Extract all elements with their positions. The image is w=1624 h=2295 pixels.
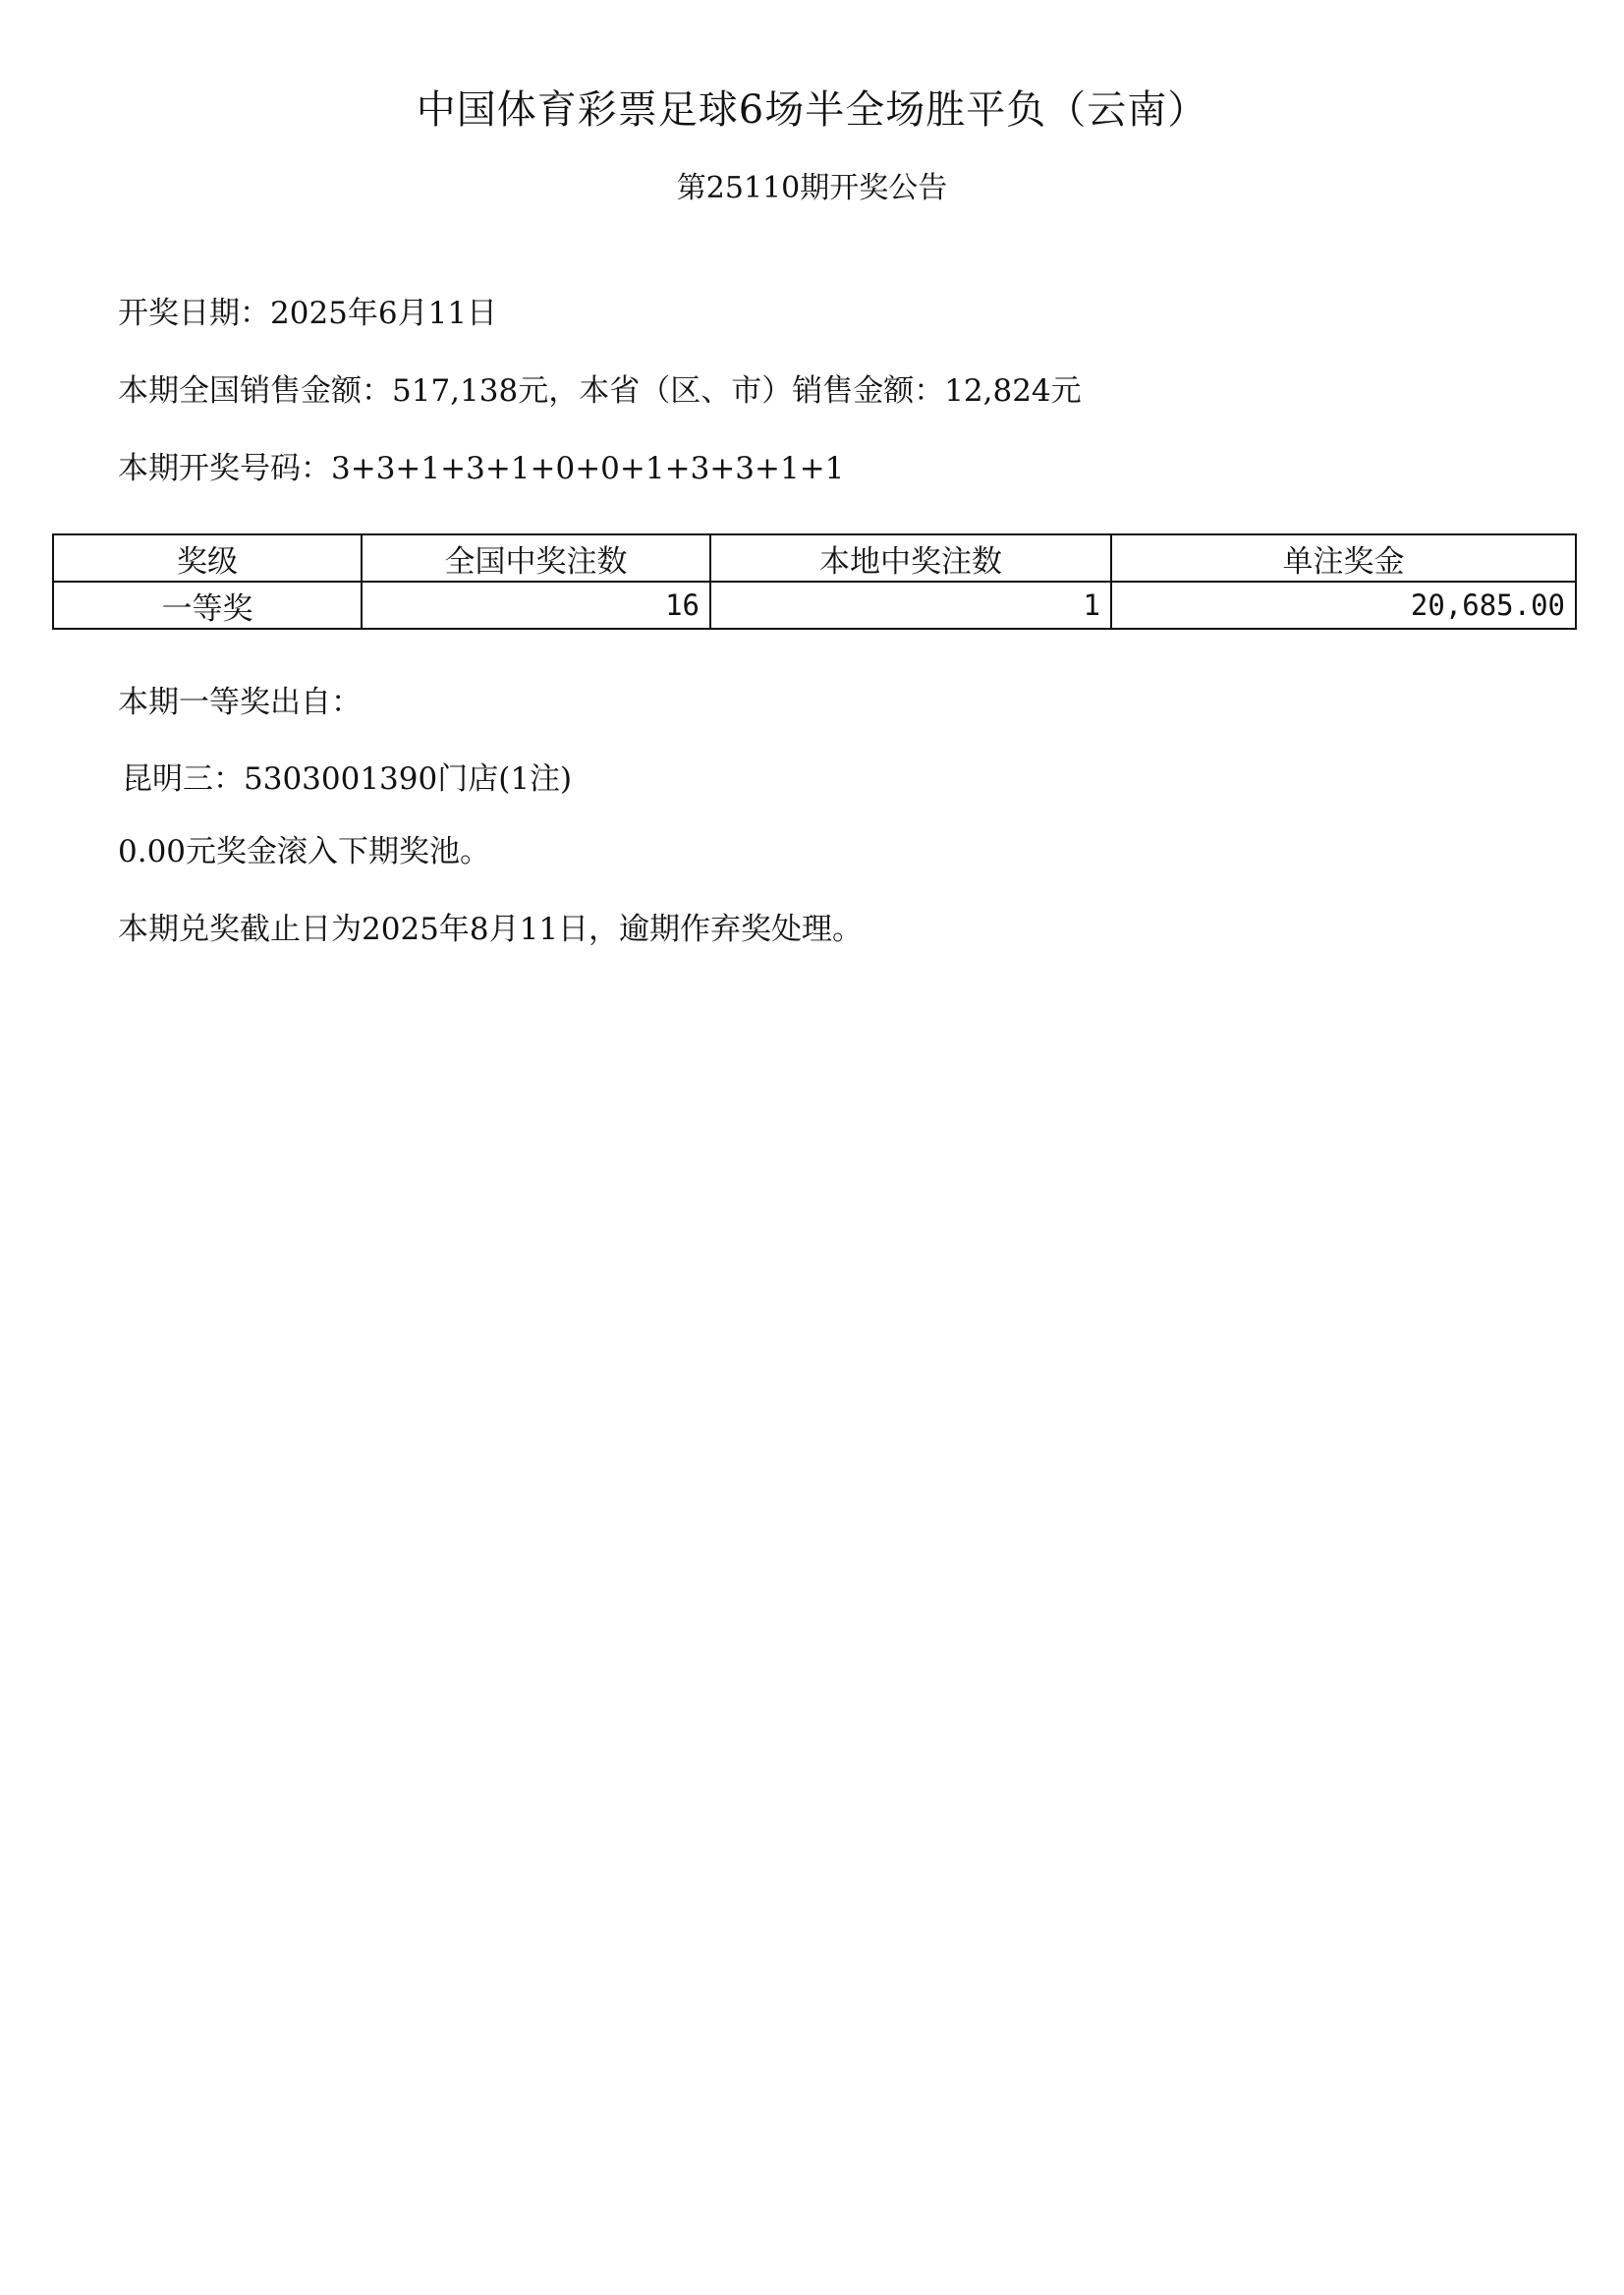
prize-table [52, 533, 1577, 630]
rollover-note: 0.00元奖金滚入下期奖池。 [118, 834, 491, 869]
header-prize-per-ticket: 单注奖金 [1111, 534, 1576, 582]
header-local-winners: 本地中奖注数 [710, 534, 1111, 582]
first-prize-source-label: 本期一等奖出自： [118, 685, 362, 720]
draw-date: 开奖日期：2025年6月11日 [118, 296, 498, 331]
sales-amount: 本期全国销售金额：517,138元，本省（区、市）销售金额：12,824元 [118, 373, 1082, 409]
announcement-subtitle: 第25110期开奖公告 [676, 171, 948, 205]
table-row [53, 582, 1576, 629]
header-national-winners: 全国中奖注数 [362, 534, 710, 582]
cell-prize-per-ticket: 20,685.00 [1111, 582, 1576, 629]
redemption-deadline: 本期兑奖截止日为2025年8月11日，逾期作弃奖处理。 [118, 912, 864, 947]
prize-table-header-row [53, 534, 1576, 582]
announcement-title: 中国体育彩票足球6场半全场胜平负（云南） [416, 87, 1208, 133]
winning-store: 昆明三：5303001390门店(1注) [122, 761, 573, 797]
header-prize-level: 奖级 [53, 534, 362, 582]
cell-national-winners: 16 [362, 582, 710, 629]
cell-prize-level: 一等奖 [53, 582, 362, 629]
winning-numbers: 本期开奖号码：3+3+1+3+1+0+0+1+3+3+1+1 [118, 451, 845, 486]
cell-local-winners: 1 [710, 582, 1111, 629]
